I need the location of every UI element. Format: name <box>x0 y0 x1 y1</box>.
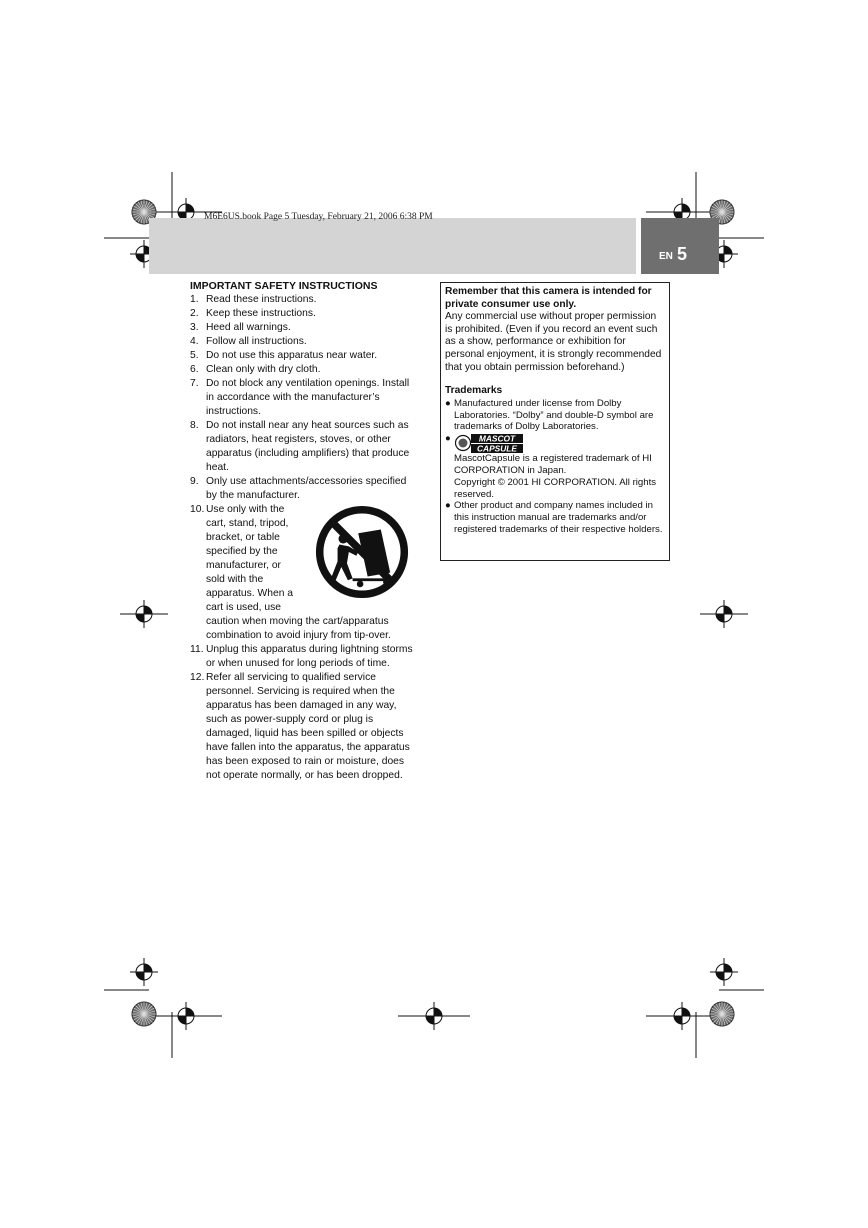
item-text: Do not block any ventilation openings. Install in accordance with the manufacturer’s instructions. <box>206 378 410 417</box>
color-target-icon <box>710 1002 734 1026</box>
mascot-trademark-text: MascotCapsule is a registered trademark of HI CORPORATION in Japan. <box>454 453 652 476</box>
mascot-logo-line1: MASCOT <box>478 433 516 444</box>
list-item <box>190 363 420 377</box>
language-label: EN <box>659 251 673 262</box>
item-text: Do not install near any heat sources such as radiators, heat registers, stoves, or other apparatus (including amplifiers) that produce heat. <box>206 420 410 473</box>
list-item <box>445 398 665 433</box>
list-item <box>190 475 420 503</box>
notice-heading: Remember that this camera is intended for private consumer use only. <box>445 286 652 310</box>
list-item <box>190 671 420 783</box>
mascot-capsule-logo <box>455 433 523 453</box>
header-band <box>149 218 636 274</box>
item-number: 4. <box>190 336 199 347</box>
book-info-line: M6E6US.book Page 5 Tuesday, February 21, 2006 6:38 PM <box>204 212 433 222</box>
list-item <box>445 433 665 500</box>
registration-mark-icon <box>710 958 738 986</box>
item-text: Unplug this apparatus during lightning storms or when unused for long periods of time. <box>206 644 413 669</box>
mascot-logo-line2: CAPSULE <box>476 443 518 454</box>
item-text-continued: caution when moving the cart/apparatus combination to avoid injury from tip-over. <box>206 616 391 641</box>
trademarks-list <box>445 398 665 536</box>
item-number: 10. <box>190 504 205 515</box>
item-text: Keep these instructions. <box>206 308 316 319</box>
item-text: Clean only with dry cloth. <box>206 364 321 375</box>
item-number: 3. <box>190 322 199 333</box>
cart-warning-icon <box>315 505 409 599</box>
item-number: 9. <box>190 476 199 487</box>
list-item <box>190 377 420 419</box>
list-item <box>445 500 665 535</box>
item-text: Do not use this apparatus near water. <box>206 350 378 361</box>
list-item <box>190 335 420 349</box>
page-number-tab <box>641 218 719 274</box>
item-number: 5. <box>190 350 199 361</box>
page-number: 5 <box>677 244 688 264</box>
item-number: 8. <box>190 420 199 431</box>
list-item <box>190 307 420 321</box>
list-item <box>190 643 420 671</box>
list-item <box>190 419 420 475</box>
trademarks-title: Trademarks <box>445 385 503 397</box>
item-number: 6. <box>190 364 199 375</box>
item-number: 11. <box>190 644 204 655</box>
bullet-icon: ● <box>445 433 451 445</box>
list-item <box>190 293 420 307</box>
item-text: Read these instructions. <box>206 294 317 305</box>
item-number: 7. <box>190 378 199 389</box>
list-item <box>190 349 420 363</box>
item-text: Refer all servicing to qualified service personnel. Servicing is required when the apparatus has been damaged in any way, such as power-supply cord or plug is damaged, liquid has been spilled or objects have fallen into the apparatus, the apparatus has been exposed to rain or moisture, does not operate normally, or has been dropped. <box>206 672 410 781</box>
item-text: Only use attachments/accessories specified by the manufacturer. <box>206 476 407 501</box>
safety-instructions <box>190 280 420 783</box>
bullet-icon: ● <box>445 397 451 409</box>
other-trademarks-text: Other product and company names included in this instruction manual are trademarks and/or registered trademarks of their respective holders. <box>454 500 663 535</box>
bullet-icon: ● <box>445 500 451 512</box>
item-text: Follow all instructions. <box>206 336 307 347</box>
mascot-copyright-text: Copyright © 2001 HI CORPORATION. All rights reserved. <box>454 476 657 500</box>
notice-body: Any commercial use without proper permission is prohibited. (Even if you record an event such as a show, performance or exhibition for personal enjoyment, it is strongly recommended that you obtain permission beforehand.) <box>445 311 662 373</box>
registration-mark-icon <box>130 958 158 986</box>
notice-box <box>440 282 670 561</box>
item-number: 12. <box>190 672 205 683</box>
item-text: Use only with the cart, stand, tripod, bracket, or table specified by the manufacturer, or sold with the apparatus. When a cart is used, use <box>206 504 294 613</box>
dolby-trademark-text: Manufactured under license from Dolby Laboratories. “Dolby” and double-D symbol are trademarks of Dolby Laboratories. <box>454 397 654 433</box>
item-number: 2. <box>190 308 199 319</box>
list-item <box>190 321 420 335</box>
item-text: Heed all warnings. <box>206 322 291 333</box>
color-target-icon <box>132 1002 156 1026</box>
safety-title: IMPORTANT SAFETY INSTRUCTIONS <box>190 280 378 292</box>
item-number: 1. <box>190 294 199 305</box>
